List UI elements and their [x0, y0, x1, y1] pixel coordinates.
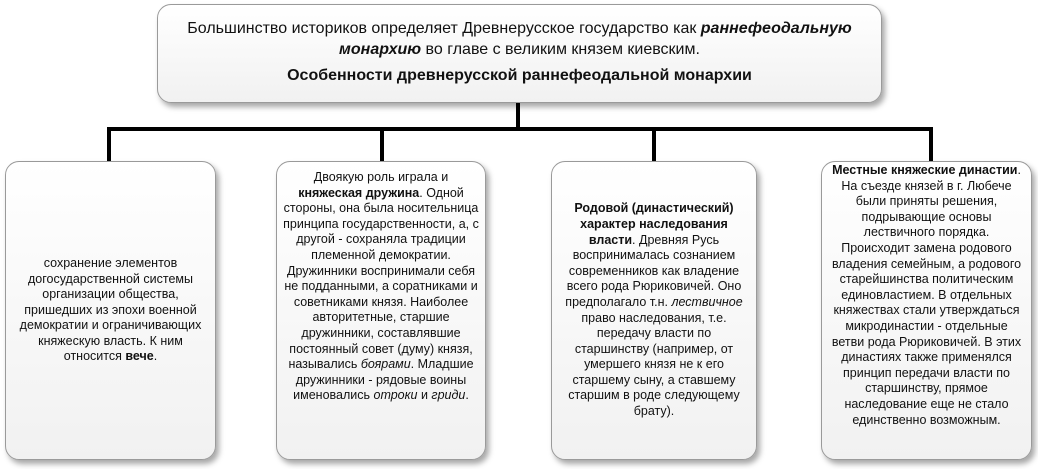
feature-box-succession — [551, 161, 757, 460]
box2-t1: Двоякую роль играла и — [313, 170, 449, 184]
feature-text-2 — [283, 170, 479, 404]
box4-bold: Местные княжеские династии — [832, 163, 1018, 177]
header-statement — [168, 18, 871, 60]
header-subtitle: Особенности древнерусской раннефеодальной монархии — [287, 67, 752, 84]
connector-horizontal — [107, 127, 933, 131]
header-emphasis: раннефеодальную монархию — [339, 20, 852, 58]
box3-t2: право наследования, т.е. передачу власти по старшинству (например, от умершего князя не к его старшему сыну, а ставшему старшим в роде следующему брату). — [568, 310, 740, 419]
connector-branch-4 — [929, 127, 933, 162]
connector-trunk — [516, 103, 520, 130]
header-text-1: Большинство историков определяет Древнерусское государство как — [187, 20, 701, 37]
box1-end: . — [153, 349, 158, 364]
box2-t3: . Младшие дружинники - рядовые воины именовались — [293, 357, 474, 403]
box4-t1: . На съезде князей в г. Любече были приняты решения, подрывающие основы лествичного порядка. Происходит замена родового владения семейным, а родового старейшинства политическим единовластием. В отдельных княжествах стали утверждаться микродинастии - отдельные ветви рода Рюриковичей. В этих династиях также применялся принцип передачи власти по старшинству, прямое наследование еще не стало единственно возможным. — [831, 163, 1022, 427]
box2-italic-boyars: боярами — [360, 357, 411, 372]
box3-t1: . Древняя Русь воспринималась сознанием современников как владение всего рода Рюриковичей. Оно предполагало т.н. — [565, 232, 742, 309]
box2-t4: и — [417, 388, 432, 403]
header-box — [157, 4, 882, 103]
box2-t2: . Одной стороны, она была носительница принципа государственности, а, с другой - сохраняла традиции племенной демократии. Дружинники воспринимали себя не подданными, а соратниками и советниками князя. Наиболее авторитетные, старшие дружинники, составлявшие постоянный совет (думу) князя, назывались — [283, 185, 479, 372]
box2-bold: княжеская дружина — [298, 185, 420, 200]
box2-italic-otroki: отроки — [373, 388, 418, 403]
feature-box-veche — [5, 161, 216, 460]
box1-bold: вече — [125, 349, 154, 364]
connector-branch-3 — [652, 127, 656, 162]
feature-box-dynasties — [821, 161, 1032, 460]
feature-box-druzhina — [276, 161, 486, 460]
feature-text-3 — [558, 201, 750, 419]
box1-text: сохранение элементов догосударственной системы организации общества, пришедших из эпохи военной демократии и ограничивающих княжескую власть. К ним относится — [19, 255, 202, 364]
box3-bold: Родовой (династический) характер наследования власти — [574, 201, 734, 247]
box2-t5: . — [465, 388, 469, 403]
box3-italic: лествичное — [671, 294, 743, 309]
feature-text-1 — [12, 256, 209, 365]
feature-text-4 — [828, 163, 1025, 428]
box2-italic-gridi: гриди — [431, 388, 466, 403]
connector-branch-2 — [380, 127, 384, 162]
header-text-2: во главе с великим князем киевским. — [421, 41, 700, 58]
connector-branch-1 — [107, 127, 111, 162]
